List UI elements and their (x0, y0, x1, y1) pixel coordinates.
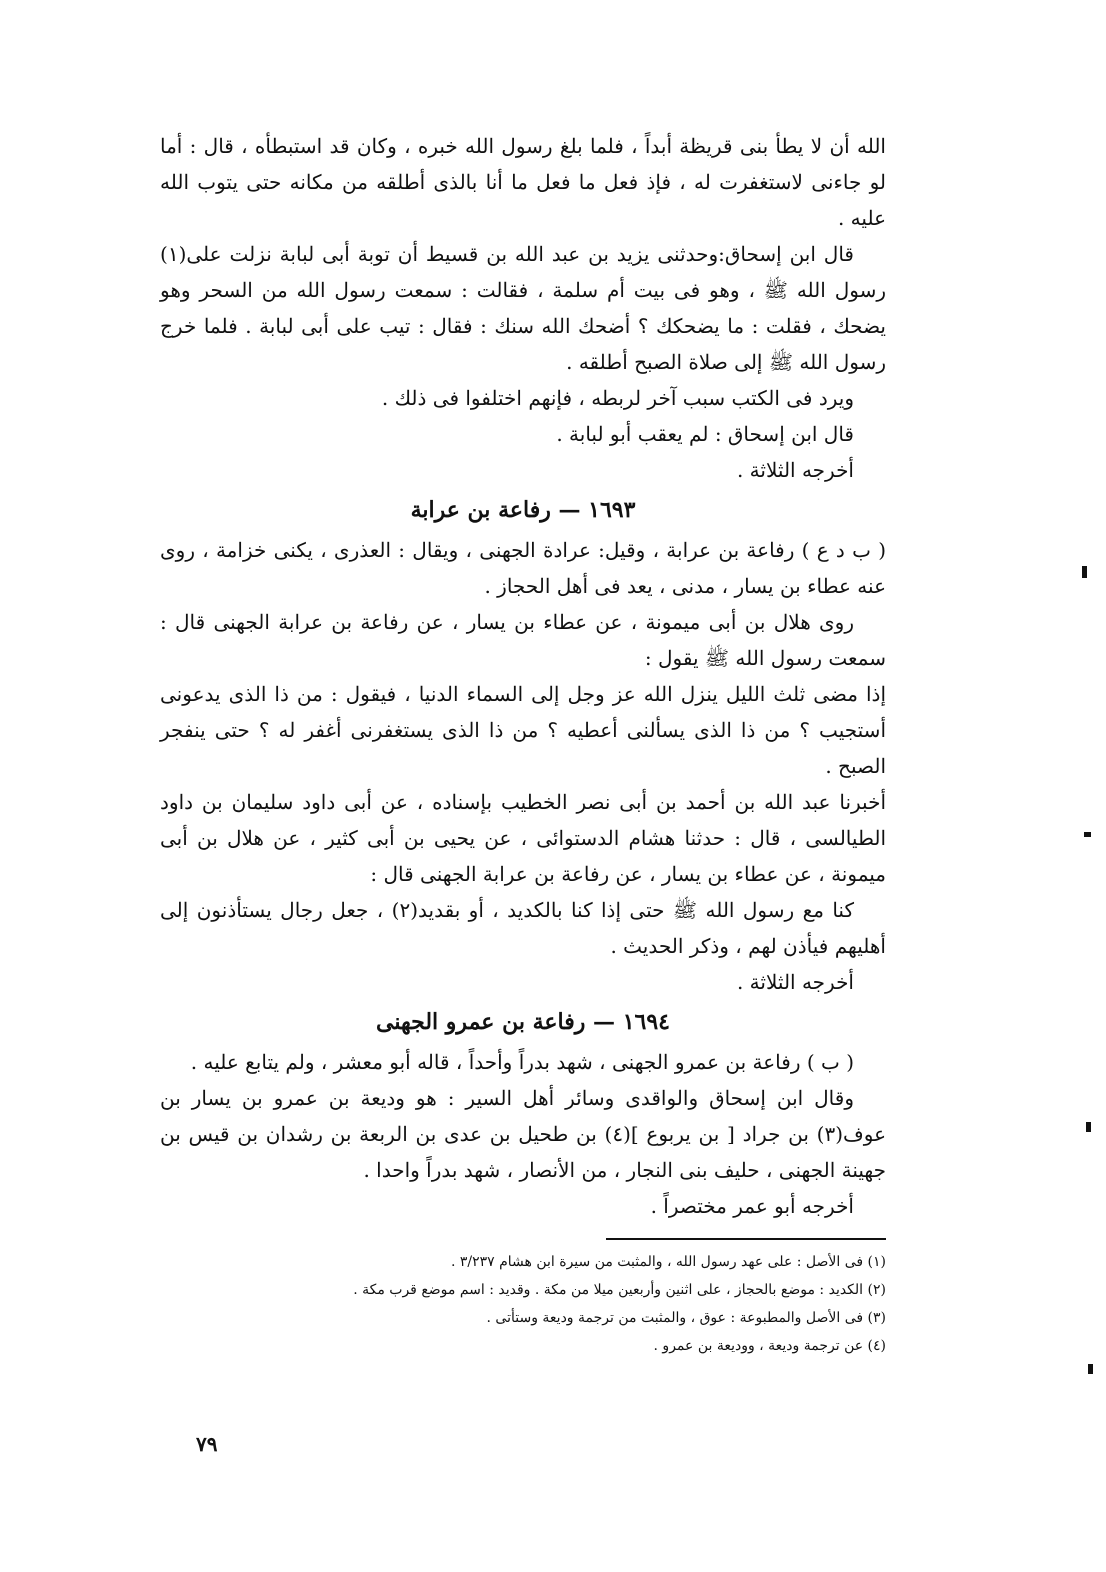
text-paragraph: إذا مضى ثلث الليل ينزل الله عز وجل إلى السماء الدنيا ، فيقول : من ذا الذى يدعونى أستجيب ؟ من ذا الذى يسألنى أعطيه ؟ من ذا الذى يستغفرنى أغفر له ؟ حتى ينفجر الصبح . (160, 682, 886, 778)
text-paragraph: ويرد فى الكتب سبب آخر لربطه ، فإنهم اختلفوا فى ذلك . (381, 386, 854, 410)
text-paragraph: الله أن لا يطأ بنى قريظة أبداً ، فلما بلغ رسول الله خبره ، وكان قد استبطأه ، قال : أما لو جاءنى لاستغفرت له ، فإذ فعل ما فعل ما أنا بالذى أطلقه من مكانه حتى يتوب الله عليه . (160, 134, 886, 230)
page-number: ٧٩ (196, 1432, 218, 1456)
scan-edge-mark (1086, 1122, 1091, 1132)
page-body (160, 128, 886, 1360)
footnote: (١) فى الأصل : على عهد رسول الله ، والمثبت من سيرة ابن هشام ٣/٢٣٧ . (450, 1254, 886, 1270)
text-paragraph: أخرجه الثلاثة . (736, 458, 854, 482)
footnote: (٣) فى الأصل والمطبوعة : عوق ، والمثبت من ترجمة وديعة وستأتى . (486, 1310, 886, 1326)
footnotes (160, 1248, 886, 1360)
entry-heading: ١٦٩٤ — رفاعة بن عمرو الجهنى (376, 1009, 670, 1035)
text-paragraph: ( ب د ع ) رفاعة بن عرابة ، وقيل: عرادة الجهنى ، ويقال : العذرى ، يكنى خزامة ، روى عنه عطاء بن يسار ، مدنى ، يعد فى أهل الحجاز . (160, 538, 886, 598)
entry-heading: ١٦٩٣ — رفاعة بن عرابة (410, 497, 636, 523)
text-paragraph: ( ب ) رفاعة بن عمرو الجهنى ، شهد بدراً وأحداً ، قاله أبو معشر ، ولم يتابع عليه . (190, 1050, 854, 1074)
text-paragraph: أخبرنا عبد الله بن أحمد بن أبى نصر الخطيب بإسناده ، عن أبى داود سليمان بن داود الطيالسى ، قال : حدثنا هشام الدستوائى ، عن يحيى بن أبى كثير ، عن هلال بن أبى ميمونة ، عن عطاء بن يسار ، عن رفاعة بن عرابة الجهنى قال : (160, 790, 886, 886)
scan-edge-mark (1088, 1364, 1093, 1374)
footnote: (٢) الكديد : موضع بالحجاز ، على اثنين وأربعين ميلا من مكة . وقديد : اسم موضع قرب مكة . (353, 1282, 886, 1298)
scan-edge-mark (1084, 832, 1091, 837)
text-paragraph: وقال ابن إسحاق والواقدى وسائر أهل السير : هو وديعة بن عمرو بن يسار بن عوف(٣) بن جراد [ بن يربوع ](٤) بن طحيل بن عدى بن الربعة بن رشدان بن قيس بن جهينة الجهنى ، حليف بنى النجار ، من الأنصار ، شهد بدراً واحدا . (160, 1086, 887, 1182)
footnote-divider (606, 1238, 886, 1240)
text-paragraph: كنا مع رسول الله ﷺ حتى إذا كنا بالكديد ، أو بقديد(٢) ، جعل رجال يستأذنون إلى أهليهم فيأذن لهم ، وذكر الحديث . (160, 898, 886, 958)
text-paragraph: أخرجه أبو عمر مختصراً . (650, 1194, 854, 1218)
scan-edge-mark (1082, 566, 1087, 578)
text-paragraph: قال ابن إسحاق:وحدثنى يزيد بن عبد الله بن قسيط أن توبة أبى لبابة نزلت على(١) رسول الله ﷺ ، وهو فى بيت أم سلمة ، فقالت : سمعت رسول الله من السحر وهو يضحك ، فقلت : ما يضحكك ؟ أضحك الله سنك : فقال : تيب على أبى لبابة . فلما خرج رسول الله ﷺ إلى صلاة الصبح أطلقه . (160, 242, 886, 374)
footnote: (٤) عن ترجمة وديعة ، ووديعة بن عمرو . (653, 1338, 886, 1354)
text-paragraph: قال ابن إسحاق : لم يعقب أبو لبابة . (556, 422, 854, 446)
text-paragraph: روى هلال بن أبى ميمونة ، عن عطاء بن يسار ، عن رفاعة بن عرابة الجهنى قال : سمعت رسول الله ﷺ يقول : (160, 610, 886, 670)
text-paragraph: أخرجه الثلاثة . (736, 970, 854, 994)
